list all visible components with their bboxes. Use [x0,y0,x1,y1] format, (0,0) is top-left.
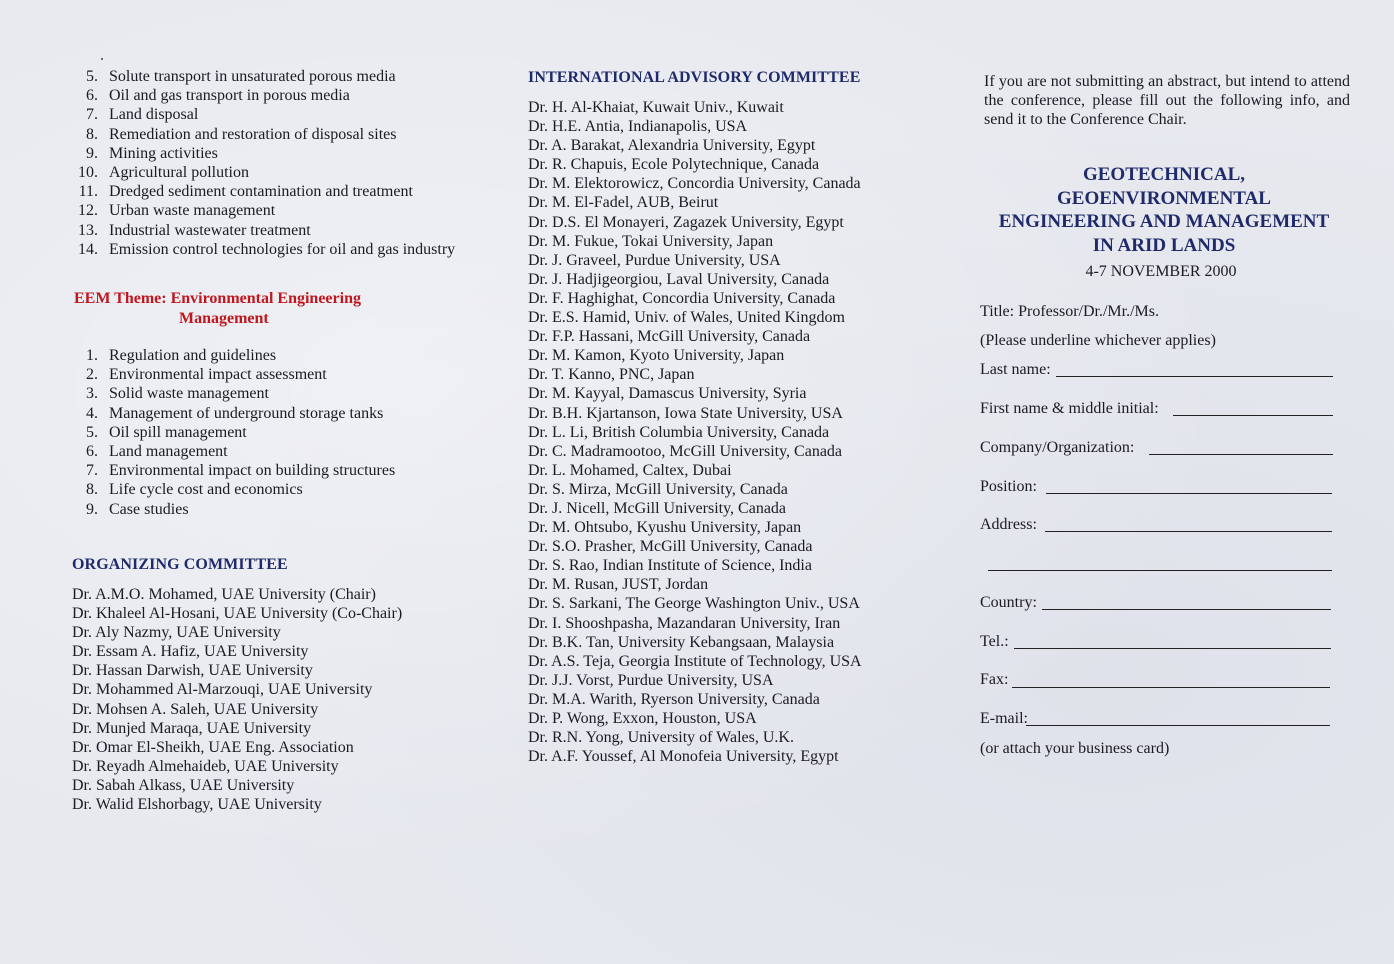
list-item-text: Dredged sediment contamination and treatment [109,183,413,201]
committee-member: Dr. T. Kanno, PNC, Japan [528,366,695,384]
committee-member: Dr. B.H. Kjartanson, Iowa State University, USA [528,404,843,422]
committee-member: Dr. E.S. Hamid, Univ. of Wales, United Kingdom [528,309,845,327]
last-name-label: Last name: [980,361,1051,378]
conference-date: 4-7 NOVEMBER 2000 [1085,263,1237,280]
committee-member: Dr. Mohammed Al-Marzouqi, UAE University [72,681,373,699]
first-name-label: First name & middle initial: [980,400,1159,417]
eem-theme-line-1: EEM Theme: Environmental Engineering [74,290,361,307]
list-item [72,125,455,144]
committee-member: Dr. M. Elektorowicz, Concordia University, Canada [528,175,861,193]
committee-member: Dr. A.M.O. Mohamed, UAE University (Chair) [72,586,376,603]
conference-title-line-4: IN ARID LANDS [1092,234,1236,256]
list-item-text: Solid waste management [109,385,269,403]
company-field[interactable] [1149,454,1333,455]
list-item [72,221,455,240]
list-item-number: 2. [86,366,98,384]
list-item-text: Remediation and restoration of disposal sites [109,125,397,143]
tel-label: Tel.: [980,633,1009,650]
committee-member: Dr. R.N. Yong, University of Wales, U.K. [528,729,794,747]
position-field[interactable] [1046,493,1332,494]
list-item-text: Agricultural pollution [109,164,249,182]
eem-topics-list [72,346,395,519]
committee-member: Dr. F.P. Hassani, McGill University, Canada [528,328,811,346]
committee-member: Dr. J. Graveel, Purdue University, USA [528,251,781,269]
committee-member: Dr. S.O. Prasher, McGill University, Canada [528,538,813,556]
list-item-text: Land disposal [109,106,199,124]
list-item [72,480,395,499]
conference-title [976,163,1352,257]
company-label: Company/Organization: [980,439,1135,456]
list-item-number: 1. [86,347,98,364]
committee-member: Dr. S. Mirza, McGill University, Canada [528,480,788,498]
committee-member: Dr. D.S. El Monayeri, Zagazek University, Egypt [528,213,844,231]
committee-member: Dr. J. Nicell, McGill University, Canada [528,499,787,517]
committee-member: Dr. A. Barakat, Alexandria University, Egypt [528,137,816,155]
email-label: E-mail: [980,710,1028,727]
list-item [72,144,455,163]
country-field[interactable] [1042,609,1331,610]
list-item-number: 4. [86,404,98,422]
conference-title-line-2: GEOENVIRONMENTAL [1057,187,1271,209]
committee-member: Dr. M. Fukue, Tokai University, Japan [528,232,774,250]
organizing-committee-heading: ORGANIZING COMMITTEE [72,556,288,573]
committee-member: Dr. Omar El-Sheikh, UAE Eng. Association [72,738,354,756]
conference-title-line-3: ENGINEERING AND MANAGEMENT [998,211,1330,232]
list-item-number: 10. [78,164,98,182]
last-name-field[interactable] [1056,376,1333,377]
list-item [72,404,395,423]
fax-label: Fax: [980,671,1009,688]
committee-member: Dr. L. Mohamed, Caltex, Dubai [528,461,732,479]
committee-member: Dr. Reyadh Almehaideb, UAE University [72,757,339,775]
list-item-text: Environmental impact on building structures [109,462,396,480]
list-item-text: Mining activities [109,144,218,162]
tel-field[interactable] [1014,648,1331,649]
topics-continued-list [72,67,455,259]
list-item-text: Industrial wastewater treatment [109,221,311,239]
committee-member: Dr. M. Kayyal, Damascus University, Syria [528,385,807,403]
list-item [72,201,455,220]
country-label: Country: [980,594,1037,611]
committee-member: Dr. H. Al-Khaiat, Kuwait Univ., Kuwait [528,99,784,116]
first-name-field[interactable] [1173,415,1333,416]
committee-member: Dr. M. Rusan, JUST, Jordan [528,576,709,594]
committee-member: Dr. Hassan Darwish, UAE University [72,662,313,680]
list-item-number: 8. [86,125,98,143]
committee-member: Dr. P. Wong, Exxon, Houston, USA [528,710,757,727]
list-item-text: Regulation and guidelines [109,347,277,364]
committee-member: Dr. F. Haghighat, Concordia University, Canada [528,289,836,307]
committee-member: Dr. J. Hadjigeorgiou, Laval University, Canada [528,270,830,288]
eem-theme-heading [74,289,384,328]
list-item-number: 12. [78,202,98,220]
list-item-number: 3. [86,385,98,403]
list-item-text: Solute transport in unsaturated porous media [109,68,396,85]
committee-member: Dr. Essam A. Hafiz, UAE University [72,643,309,661]
committee-member: Dr. S. Sarkani, The George Washington Univ., USA [528,595,860,613]
committee-member: Dr. Khaleel Al-Hosani, UAE University (Co-Chair) [72,605,403,623]
list-item [72,86,455,105]
international-committee-heading: INTERNATIONAL ADVISORY COMMITTEE [528,69,861,86]
list-item-number: 5. [86,423,98,441]
list-item-number: 14. [78,240,98,258]
eem-theme-line-2: Management [179,309,269,327]
list-item-text: Oil and gas transport in porous media [109,87,350,105]
list-item-text: Land management [109,443,228,461]
committee-member: Dr. M. El-Fadel, AUB, Beirut [528,194,719,212]
email-field[interactable] [1026,725,1330,726]
committee-member: Dr. Mohsen A. Saleh, UAE University [72,700,319,718]
list-item-text: Life cycle cost and economics [109,481,303,499]
address-field[interactable] [1045,531,1332,532]
list-item-number: 11. [78,183,98,201]
list-item [72,500,395,519]
underline-note: (Please underline whichever applies) [980,332,1216,349]
list-item-number: 6. [86,87,98,105]
business-card-note: (or attach your business card) [980,740,1170,757]
title-field-label: Title: Professor/Dr./Mr./Ms. [980,303,1159,320]
committee-member: Dr. L. Li, British Columbia University, Canada [528,423,830,441]
committee-member: Dr. A.S. Teja, Georgia Institute of Technology, USA [528,652,862,670]
list-item [72,423,395,442]
committee-member: Dr. C. Madramootoo, McGill University, Canada [528,442,843,460]
committee-member: Dr. S. Rao, Indian Institute of Science, India [528,557,812,575]
list-item-number: 9. [86,144,98,162]
committee-member: Dr. Aly Nazmy, UAE University [72,624,281,642]
list-item-text: Case studies [109,500,189,518]
list-item [72,461,395,480]
list-item [72,240,455,259]
organizing-committee-list [72,585,402,814]
committee-member: Dr. J.J. Vorst, Purdue University, USA [528,671,774,689]
address-field-line-2[interactable] [988,570,1332,571]
list-item-text: Environmental impact assessment [109,366,327,384]
list-item-text: Oil spill management [109,423,247,441]
conference-title-line-1: GEOTECHNICAL, [1082,164,1246,185]
fax-field[interactable] [1012,687,1330,688]
committee-member: Dr. M.A. Warith, Ryerson University, Canada [528,690,820,708]
list-item-text: Urban waste management [109,202,276,220]
committee-member: Dr. H.E. Antia, Indianapolis, USA [528,118,748,136]
international-committee-list [528,98,862,766]
list-item-number: 6. [86,443,98,461]
committee-member: Dr. M. Kamon, Kyoto University, Japan [528,347,785,365]
list-item [72,346,395,365]
list-item-number: 8. [86,481,98,499]
committee-member: Dr. R. Chapuis, Ecole Polytechnique, Canada [528,156,820,174]
committee-member: Dr. I. Shooshpasha, Mazandaran University, Iran [528,614,841,632]
committee-member: Dr. M. Ohtsubo, Kyushu University, Japan [528,519,802,537]
list-item-number: 7. [86,106,98,124]
list-item-text: Management of underground storage tanks [109,404,384,422]
committee-member: Dr. B.K. Tan, University Kebangsaan, Malaysia [528,633,835,651]
list-item [72,384,395,403]
list-item-number: 7. [86,462,98,480]
list-item [72,105,455,124]
list-item-number: 13. [78,221,98,239]
committee-member: Dr. Walid Elshorbagy, UAE University [72,796,322,814]
list-item-text: Emission control technologies for oil and gas industry [109,240,456,258]
list-item [72,442,395,461]
committee-member: Dr. Munjed Maraqa, UAE University [72,719,312,737]
committee-member: Dr. A.F. Youssef, Al Monofeia University, Egypt [528,748,839,766]
list-item-number: 9. [86,500,98,518]
list-item [72,365,395,384]
list-item [72,67,455,86]
committee-member: Dr. Sabah Alkass, UAE University [72,776,295,794]
list-item-number: 5. [86,68,98,85]
registration-intro: If you are not submitting an abstract, but intend to attend the conference, please fill out the following info, and send it to the Conference Chair. [984,73,1350,128]
position-label: Position: [980,478,1037,495]
list-item [72,182,455,201]
address-label: Address: [980,516,1037,533]
speck [101,58,103,60]
list-item [72,163,455,182]
